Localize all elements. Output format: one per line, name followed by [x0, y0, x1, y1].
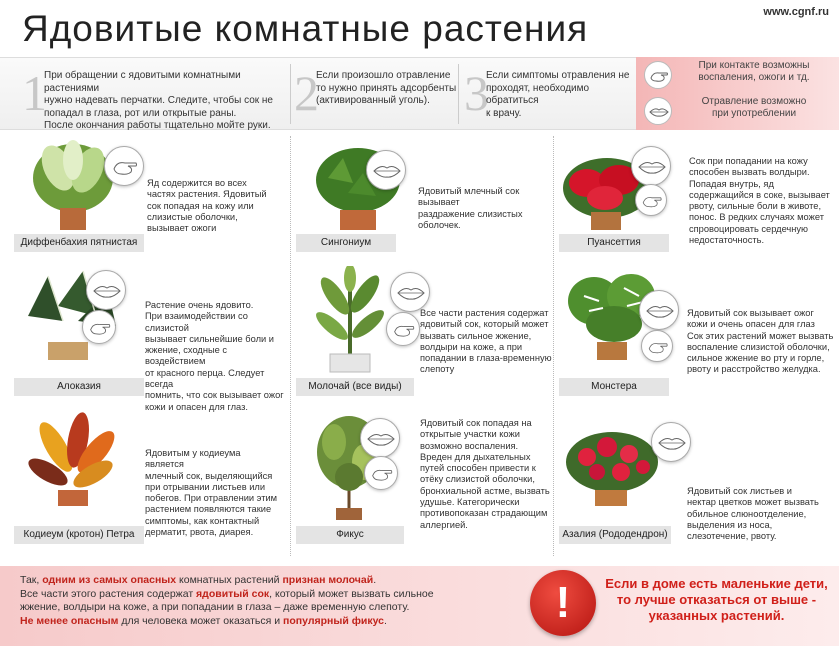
desc-line: при отрывании листьев или — [145, 481, 266, 492]
plant-card-ficus — [290, 408, 560, 548]
footer-span: . — [373, 574, 377, 586]
desc-line: понос. В редких случаях может — [689, 212, 824, 223]
child-warning — [604, 576, 829, 624]
plant-description — [147, 178, 272, 234]
exclamation-icon: ! — [530, 570, 596, 636]
step-line: проходят, необходимо обратиться — [486, 82, 590, 106]
hand-icon — [641, 330, 673, 362]
desc-line: жжение, сходные с воздействием — [145, 345, 228, 367]
footer-emphasis: Не менее опасным — [20, 614, 119, 627]
footer-span: Так, — [20, 574, 43, 586]
footer-span: для человека может оказаться и — [118, 614, 284, 627]
desc-line: слезотечение, рвоту. — [687, 531, 777, 542]
desc-line: открытые участки кожи — [420, 429, 520, 440]
step-3 — [464, 66, 634, 126]
hand-icon — [386, 312, 420, 346]
desc-line: Все части растения содержат — [420, 308, 549, 318]
step-text — [316, 70, 456, 108]
desc-line: вызывает сильнейшие боли и — [145, 333, 274, 344]
footer-span: . — [384, 614, 387, 627]
plant-name: Монстера — [559, 378, 669, 396]
step-divider — [290, 64, 291, 124]
step-number: 1 — [22, 65, 47, 121]
desc-line: обильное слюноотделение, — [687, 508, 807, 519]
desc-line: помнить, что сок вызывает ожог — [145, 390, 284, 401]
footer-span: комнатных растений — [176, 574, 283, 586]
desc-line: дерматит, рвота, диарея. — [145, 527, 254, 538]
lips-icon — [366, 150, 406, 190]
step-number: 2 — [294, 65, 319, 121]
plant-card-euphorbia — [290, 262, 560, 402]
desc-line: млечный сок, выделяющийся — [145, 470, 273, 481]
desc-line: оболочек. — [418, 219, 461, 230]
plant-description — [420, 418, 558, 531]
plant-card-syngonium — [290, 134, 560, 274]
lips-icon — [651, 422, 691, 462]
footer-line — [20, 615, 510, 629]
desc-line: слизистые оболочки, — [147, 211, 238, 222]
step-text — [44, 70, 282, 133]
step-line: Если симптомы отравления не — [486, 70, 630, 81]
desc-line: Яд содержится во всех — [147, 178, 247, 188]
legend-item-contact — [636, 57, 839, 93]
desc-line: от красного перца. Следует всегда — [145, 367, 265, 390]
desc-line: вызвать сильное жжение, — [420, 330, 532, 341]
desc-line: нектар цветков может вызвать — [687, 497, 819, 508]
plant-card-alocasia — [0, 262, 284, 412]
desc-line: кожи и опасен для глаз. — [145, 401, 248, 412]
plant-card-poinsettia — [553, 134, 830, 274]
legend-line: воспаления, ожоги и тд. — [698, 72, 810, 83]
plant-description — [687, 308, 839, 376]
warning-line: указанных растений. — [648, 608, 785, 623]
desc-line: рвоту, сильные боли в животе, — [689, 201, 822, 212]
desc-line: Ядовитым у кодиеума является — [145, 448, 241, 470]
desc-line: ядовитый сок, который может — [420, 319, 549, 330]
desc-line: частях растения. Ядовитый — [147, 189, 267, 200]
lips-icon — [86, 270, 126, 310]
footer-span: , который может вызвать сильное — [269, 587, 434, 600]
hand-icon — [82, 310, 116, 344]
legend-text — [684, 60, 824, 84]
legend-line: При контакте возможны — [698, 60, 810, 71]
step-line: При обращении с ядовитыми комнатными растениями — [44, 70, 241, 94]
plant-description — [145, 300, 287, 413]
desc-line: попадании в глаза-временную — [420, 353, 552, 364]
desc-line: выделения из носа, — [687, 519, 773, 530]
step-number: 3 — [464, 65, 489, 121]
desc-line: При взаимодействии со слизистой — [145, 311, 248, 333]
step-text — [486, 70, 634, 120]
desc-line: удушье. Категорически — [420, 497, 520, 508]
step-line: нужно надевать перчатки. Следите, чтобы сок не — [44, 95, 273, 106]
footer-span: Все части этого растения содержат — [20, 587, 197, 600]
page-title: Ядовитые комнатные растения — [22, 8, 589, 49]
desc-line: Вреден для дыхательных — [420, 451, 531, 462]
plant-description — [145, 448, 280, 538]
desc-line: содержащийся в соке, вызывает — [689, 189, 830, 200]
step-1 — [22, 65, 282, 131]
desc-line: способен вызвать волдыри. — [689, 167, 810, 178]
legend-item-ingestion — [636, 93, 839, 129]
desc-line: Сок при попадании на кожу — [689, 156, 808, 166]
plant-name: Кодиеум (кротон) Петра — [14, 526, 144, 544]
plant-name: Азалия (Рододендрон) — [559, 526, 671, 544]
site-url[interactable]: www.cgnf.ru — [763, 6, 829, 18]
warning-line: Если в доме есть маленькие дети, — [605, 576, 828, 591]
plant-name: Молочай (все виды) — [296, 378, 414, 396]
desc-line: бронхиальной астме, вызвать — [420, 485, 550, 496]
plant-card-monstera — [553, 262, 834, 402]
legend-text — [684, 96, 824, 120]
warning-line: то лучше отказаться от выше - — [616, 592, 817, 607]
desc-line: Ядовитый сок попадая на — [420, 418, 532, 428]
desc-line: отёку слизистой оболочки, — [420, 474, 535, 485]
hand-icon — [104, 146, 144, 186]
footer-line — [20, 588, 510, 602]
legend-box — [636, 57, 839, 130]
plant-card-codiaeum — [0, 408, 278, 548]
hand-icon — [635, 184, 667, 216]
plant-description — [689, 156, 839, 246]
plant-card-dieffenbachia — [0, 134, 270, 274]
desc-line: раздражение слизистых — [418, 208, 523, 219]
step-divider — [458, 64, 459, 124]
desc-line: аллергией. — [420, 519, 468, 530]
plant-name: Сингониум — [296, 234, 396, 252]
step-line: После окончания работы тщательно мойте руки. — [44, 120, 271, 131]
step-2 — [294, 66, 459, 126]
plant-name: Фикус — [296, 526, 404, 544]
step-line: попадал в глаза, рот или открытые раны. — [44, 107, 237, 119]
footer-line: жжение, волдыри на коже, а при попадании в глаза – даже временную слепоту. — [20, 601, 410, 613]
desc-line: Попадая внутрь, яд — [689, 178, 774, 189]
desc-line: спровоцировать сердечную — [689, 223, 809, 234]
desc-line: Ядовитый сок листьев и — [687, 486, 792, 496]
step-line: то нужно принять адсорбенты — [316, 82, 457, 94]
hand-icon — [364, 456, 398, 490]
desc-line: путей способен привести к — [420, 463, 536, 474]
desc-line: волдыри на коже, а при — [420, 341, 523, 352]
footer-emphasis: признан молочай — [282, 574, 374, 586]
desc-line: слепоту — [420, 364, 455, 375]
desc-line: сок попадая на кожу или — [147, 200, 254, 211]
desc-line: противопоказан страдающим — [420, 508, 548, 519]
desc-line: воспаление слизистой оболочки, — [687, 341, 830, 352]
plant-name: Пуансеттия — [559, 234, 669, 252]
legend-line: при употреблении — [711, 108, 797, 119]
footer-text — [20, 574, 510, 628]
footer-emphasis: популярный фикус — [283, 614, 385, 627]
lips-icon — [360, 418, 400, 458]
legend-line: Отравление возможно — [701, 96, 807, 107]
footer-emphasis: ядовитый сок — [196, 587, 270, 600]
lips-icon — [644, 97, 672, 125]
desc-line: растением появляются такие — [145, 504, 272, 515]
footer-emphasis: одним из самых опасных — [42, 574, 177, 586]
plant-description — [418, 186, 558, 231]
desc-line: вызывает ожоги — [147, 223, 217, 234]
lips-icon — [631, 146, 671, 186]
hand-icon — [644, 61, 672, 89]
desc-line: сильное жжение во рту и горле, — [687, 353, 825, 364]
desc-line: рвоту и расстройство желудка. — [687, 364, 821, 375]
step-line: к врачу. — [486, 107, 522, 119]
plant-name: Алоказия — [14, 378, 144, 396]
lips-icon — [639, 290, 679, 330]
desc-line: кожи и очень опасен для глаз — [687, 319, 815, 330]
desc-line: недостаточность. — [689, 235, 765, 246]
footer-line — [20, 574, 510, 588]
desc-line: побегов. При отравлении этим — [145, 493, 278, 504]
step-line: (активированный уголь). — [316, 95, 430, 106]
desc-line: Сок этих растений может вызвать — [687, 330, 834, 341]
desc-line: Ядовитый сок вызывает ожог — [687, 308, 814, 318]
desc-line: Растение очень ядовито. — [145, 300, 254, 310]
azalea-image — [557, 412, 667, 512]
plant-description — [687, 486, 839, 542]
codiaeum-image — [18, 412, 128, 512]
desc-line: симптомы, как контактный — [145, 515, 260, 526]
plant-description — [420, 308, 555, 376]
step-line: Если произошло отравление — [316, 70, 451, 81]
lips-icon — [390, 272, 430, 312]
desc-line: возможно воспаления. — [420, 440, 519, 451]
desc-line: Ядовитый млечный сок вызывает — [418, 186, 520, 208]
plant-card-azalea — [553, 408, 823, 548]
plant-name: Диффенбахия пятнистая — [14, 234, 144, 252]
